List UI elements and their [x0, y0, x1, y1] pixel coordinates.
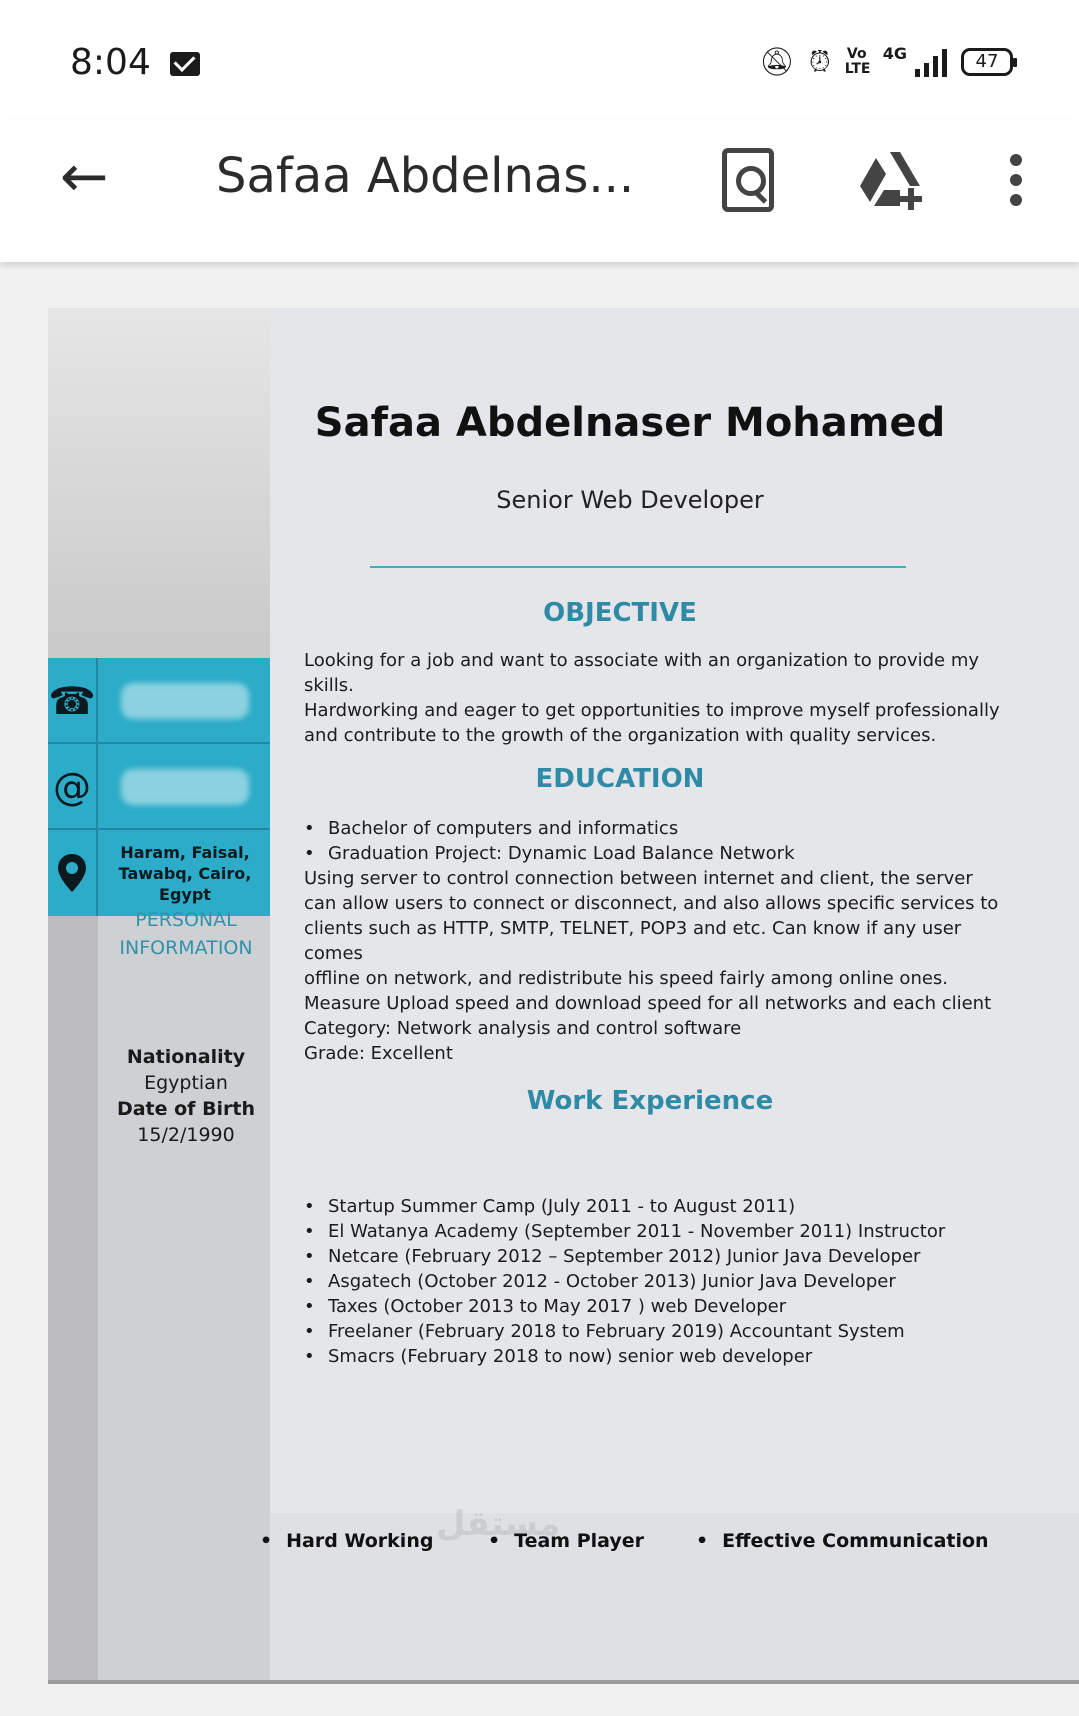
- personal-info-heading: PERSONAL INFORMATION: [119, 909, 253, 959]
- add-to-drive-icon: [856, 150, 926, 212]
- objective-text: Looking for a job and want to associate with an organization to provide my skills. Hardworking and eager to get opportunities to improve myself professionally and contribute to the growth of the organization with quality services.: [304, 650, 1000, 746]
- dob-value: 15/2/1990: [137, 1124, 235, 1146]
- document-title: Safaa Abdelnas...: [216, 148, 635, 204]
- contact-phone-row: [48, 658, 270, 744]
- skill-effective-communication: • Effective Communication: [696, 1530, 989, 1552]
- battery-icon: 47: [961, 48, 1013, 76]
- objective-heading: OBJECTIVE: [543, 598, 697, 628]
- list-item: • Taxes (October 2013 to May 2017 ) web Developer: [304, 1294, 1004, 1319]
- email-redacted: [100, 744, 270, 830]
- more-options-button[interactable]: [994, 148, 1038, 212]
- add-to-drive-button[interactable]: [856, 150, 926, 212]
- contact-address-row: [48, 830, 270, 916]
- map-pin-icon: [48, 830, 98, 916]
- candidate-name: Safaa Abdelnaser Mohamed: [314, 400, 946, 446]
- address-text: Haram, Faisal, Tawabq, Cairo, Egypt: [118, 842, 252, 904]
- list-item: • Smacrs (February 2018 to now) senior web developer: [304, 1344, 1004, 1369]
- education-details: Using server to control connection between internet and client, the server can allow users to connect or disconnect, and also allows specific services to clients such as HTTP, SMTP, TELNET, POP3 and etc. Can know if any user comes offline on network, and redistribute his speed fairly among online ones. Measure Upload speed and download speed for all networks and each client Category: Network analysis and control software Grade: Excellent: [304, 868, 999, 1064]
- network-type: 4G: [882, 44, 907, 63]
- header-divider: [370, 566, 906, 568]
- list-item: • Netcare (February 2012 – September 2012) Junior Java Developer: [304, 1244, 1004, 1269]
- skill-team-player: • Team Player: [488, 1530, 644, 1552]
- volte-indicator: Vo LTE: [844, 46, 871, 77]
- dob-label: Date of Birth: [116, 1098, 256, 1120]
- work-experience-heading: Work Experience: [526, 1086, 774, 1116]
- list-item: • El Watanya Academy (September 2011 - November 2011) Instructor: [304, 1219, 1004, 1244]
- list-item: • Startup Summer Camp (July 2011 - to August 2011): [304, 1194, 1004, 1219]
- signal-icon: [915, 47, 947, 77]
- watermark: مستقل: [436, 1504, 561, 1544]
- nationality-label: Nationality: [126, 1046, 246, 1068]
- find-in-document-button[interactable]: [722, 148, 774, 212]
- vibrate-mute-icon: 🔕︎: [759, 45, 795, 78]
- list-item: • Asgatech (October 2012 - October 2013) Junior Java Developer: [304, 1269, 1004, 1294]
- skill-hard-working: • Hard Working: [260, 1530, 433, 1552]
- nationality-value: Egyptian: [144, 1072, 228, 1094]
- sidebar-header: [48, 308, 270, 658]
- phone-redacted: [100, 658, 270, 744]
- arrow-left-icon: ←: [59, 142, 109, 210]
- phone-icon: ☎︎: [48, 658, 98, 744]
- education-list: [304, 816, 1004, 866]
- mail-icon: [170, 52, 200, 76]
- list-item: • Bachelor of computers and informatics: [304, 816, 1004, 841]
- work-experience-list: [304, 1194, 1004, 1369]
- list-item: • Graduation Project: Dynamic Load Balance Network: [304, 841, 1004, 866]
- candidate-job-title: Senior Web Developer: [496, 486, 764, 514]
- status-icons: [759, 42, 1013, 82]
- status-bar: [0, 0, 1079, 120]
- back-button[interactable]: [52, 142, 116, 210]
- list-item: • Freelaner (February 2018 to February 2019) Accountant System: [304, 1319, 1004, 1344]
- at-icon: @: [48, 744, 98, 830]
- resume-main: [270, 308, 1079, 1513]
- resume-page: [48, 308, 1079, 1684]
- contact-email-row: [48, 744, 270, 830]
- app-bar: [0, 120, 1079, 262]
- more-vert-icon: [1010, 154, 1022, 166]
- alarm-icon: ⏰︎: [808, 45, 831, 78]
- status-time: 8:04: [70, 42, 151, 83]
- education-heading: EDUCATION: [535, 764, 705, 794]
- document-viewer[interactable]: [0, 262, 1079, 1716]
- contact-block: [48, 658, 270, 916]
